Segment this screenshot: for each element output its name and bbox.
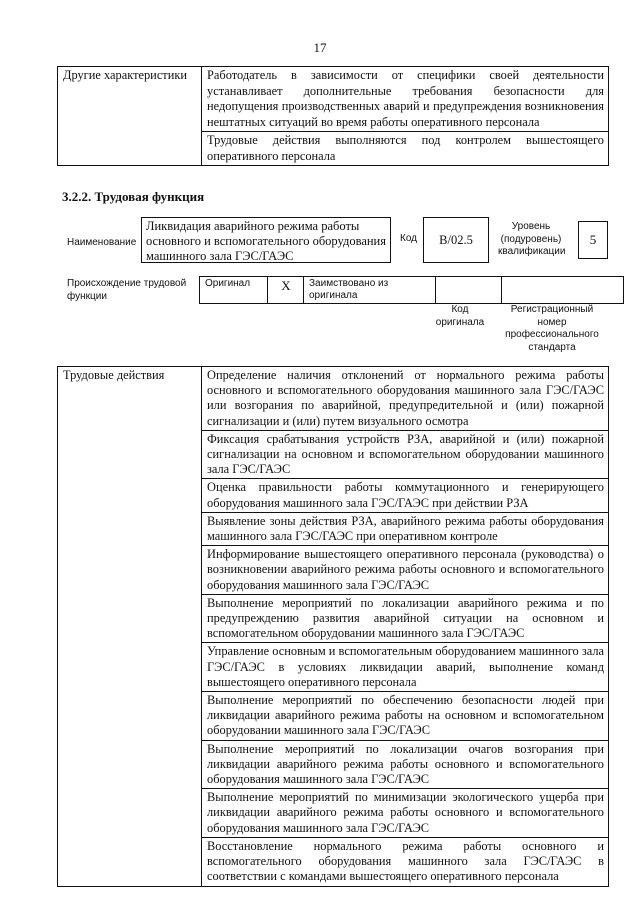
- name-label: Наименование: [67, 237, 137, 248]
- labor-action-item: Информирование вышестоящего оперативного персонала (руководства) о возникновении аварийного режима работы основного и вспомогательного оборудования машинного зала ГЭС/ГАЭС: [202, 546, 609, 595]
- original-code-caption: Код оригинала: [435, 304, 485, 328]
- labor-action-item: Фиксация срабатывания устройств РЗА, аварийной и (или) пожарной сигнализации на основном и вспомогательном оборудовании машинного зала ГЭС/ГАЭС: [202, 430, 609, 479]
- original-mark: X: [268, 277, 304, 304]
- labor-action-item: Выполнение мероприятий по минимизации экологического ущерба при ликвидации аварийного режима работы основного и вспомогательного оборудования машинного зала ГЭС/ГАЭС: [202, 789, 609, 838]
- labor-actions-table: [57, 366, 609, 887]
- qualification-level-label: Уровень (подуровень) квалификации: [498, 221, 566, 257]
- other-characteristics-row: Трудовые действия выполняются под контролем вышестоящего оперативного персонала: [202, 132, 609, 166]
- labor-action-item: Выполнение мероприятий по обеспечению безопасности людей при ликвидации аварийного режима работы на основном и вспомогательном оборудовании машинного зала ГЭС/ГАЭС: [202, 692, 609, 741]
- registration-number-cell: [502, 277, 624, 304]
- original-code-cell: [436, 277, 502, 304]
- other-characteristics-row: Работодатель в зависимости от специфики своей деятельности устанавливает дополнительные требования безопасности для недопущения производственных аварий и предупреждения возникновения нештатных ситуаций во время работы оперативного персонала: [202, 67, 609, 132]
- origin-label: Происхождение трудовой функции: [67, 278, 187, 302]
- labor-action-item: Выполнение мероприятий по локализации аварийного режима и по предупреждению развития аварийной ситуации на основном и вспомогательном оборудовании машинного зала ГЭС/ГАЭС: [202, 594, 609, 643]
- function-name-value: Ликвидация аварийного режима работы основного и вспомогательного оборудования машинного зала ГЭС/ГАЭС: [141, 217, 391, 263]
- labor-action-item: Оценка правильности работы коммутационного и генерирующего оборудования машинного зала ГЭС/ГАЭС при действии РЗА: [202, 479, 609, 512]
- labor-action-item: Восстановление нормального режима работы основного и вспомогательного оборудования машинного зала ГЭС/ГАЭС в соответствии с командами вышестоящего оперативного персонала: [202, 837, 609, 886]
- labor-action-item: Выполнение мероприятий по локализации очагов возгорания при ликвидации аварийного режима работы основного и вспомогательного оборудования машинного зала ГЭС/ГАЭС: [202, 740, 609, 789]
- page-number: 17: [313, 40, 327, 55]
- function-code-value: B/02.5: [423, 217, 489, 263]
- code-label: Код: [400, 233, 418, 244]
- labor-action-item: Управление основным и вспомогательным оборудованием машинного зала ГЭС/ГАЭС в условиях ликвидации аварий, выполнение команд вышестоящего оперативного персонала: [202, 643, 609, 692]
- origin-table: [199, 276, 624, 304]
- registration-number-caption: Регистрационный номер профессионального стандарта: [505, 304, 599, 353]
- other-characteristics-label: Другие характеристики: [58, 67, 202, 166]
- labor-action-item: Определение наличия отклонений от нормального режима работы основного и вспомогательного оборудования машинного зала ГЭС/ГАЭС или возгорания по аварийной, предупредительной и (или) пожарной сигнализации и (или) путем визуального осмотра: [202, 367, 609, 431]
- labor-actions-label: Трудовые действия: [58, 367, 202, 887]
- borrowed-label: Заимствовано из оригинала: [304, 277, 436, 304]
- labor-action-item: Выявление зоны действия РЗА, аварийного режима работы оборудования машинного зала ГЭС/ГАЭС при оперативном контроле: [202, 512, 609, 545]
- section-heading: 3.2.2. Трудовая функция: [62, 189, 205, 204]
- original-label: Оригинал: [200, 277, 268, 304]
- other-characteristics-table: [57, 66, 609, 166]
- qualification-level-value: 5: [578, 221, 608, 259]
